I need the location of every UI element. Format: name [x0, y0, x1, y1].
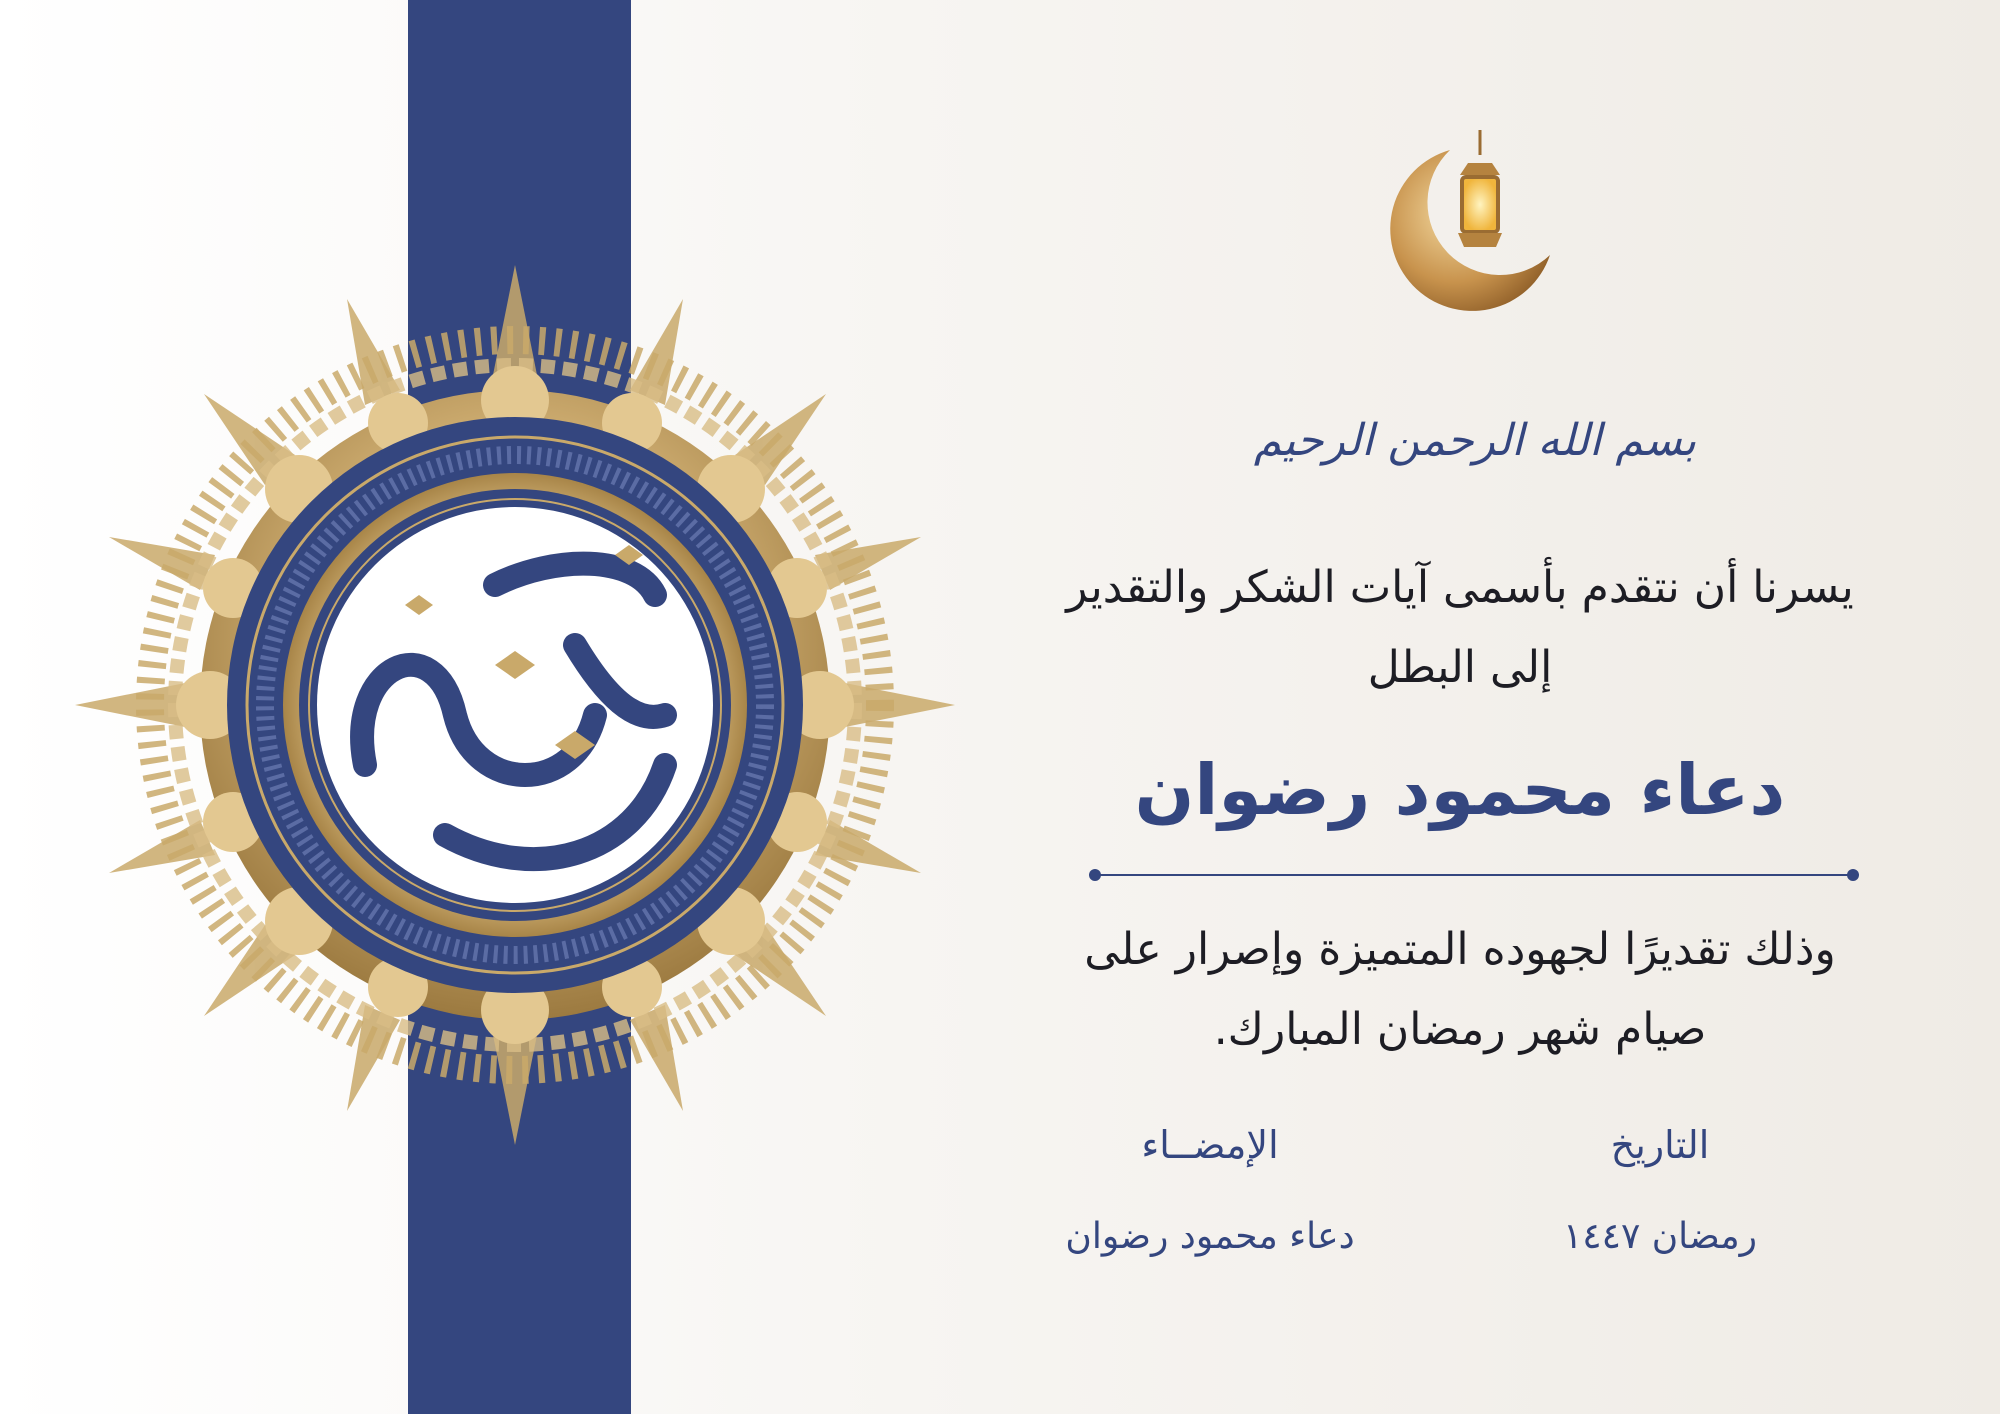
signature-value: دعاء محمود رضوان [1065, 1216, 1355, 1257]
intro-line-2: إلى البطل [1367, 642, 1553, 693]
divider-ornament-icon [1088, 868, 1860, 882]
recipient-name: دعاء محمود رضوان [1134, 749, 1786, 831]
basmala-text: بسم الله الرحمن الرحيم [1253, 415, 1697, 466]
reason-paragraph [1000, 910, 1920, 1070]
date-value: رمضان ١٤٤٧ [1562, 1216, 1758, 1257]
intro-paragraph [1000, 548, 1920, 708]
date-label: التاريخ [1610, 1123, 1710, 1167]
reason-line-1: وذلك تقديرًا لجهوده المتميزة وإصرار على [1084, 924, 1836, 975]
signature-block [1000, 1115, 1420, 1267]
date-block [1450, 1115, 1870, 1267]
intro-line-1: يسرنا أن نتقدم بأسمى آيات الشكر والتقدير [1066, 562, 1854, 613]
reason-line-2: صيام شهر رمضان المبارك. [1213, 1004, 1707, 1055]
basmala-calligraphy [1200, 400, 1750, 480]
signature-label: الإمضــاء [1141, 1123, 1279, 1167]
medallion-ornament-icon [75, 265, 955, 1145]
ramadan-kareem-medallion [65, 255, 965, 1155]
crescent-lantern-icon [1380, 125, 1560, 325]
